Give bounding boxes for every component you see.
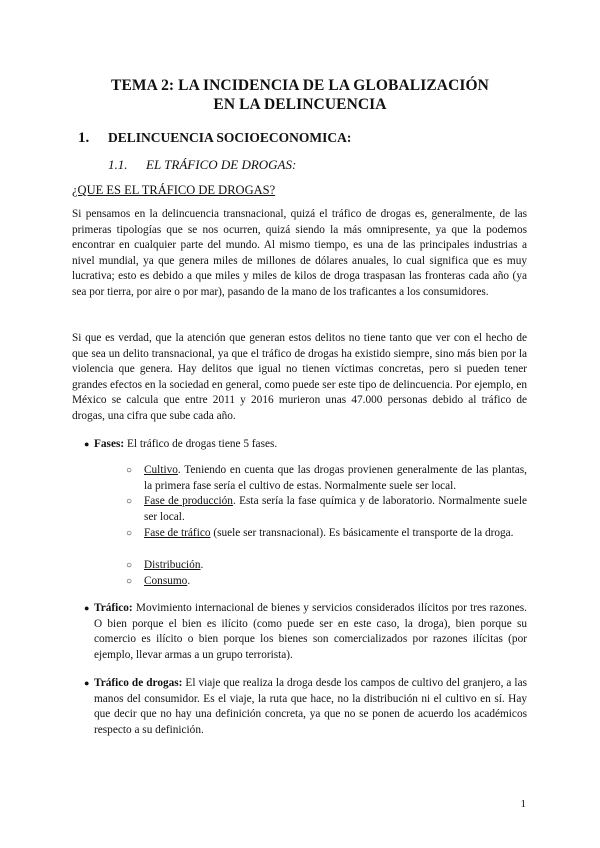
title-line-2: EN LA DELINCUENCIA <box>213 96 387 113</box>
sub-bullet-icon: ○ <box>126 560 133 571</box>
sub-item-text: . Teniendo en cuenta que las drogas provienen generalmente de las plantas, la primera fase sería el cultivo de estas. Normalmente suele ser local. <box>144 464 527 492</box>
sub-bullet-icon: ○ <box>126 576 133 587</box>
sub-item-name: Fase de tráfico <box>144 527 211 539</box>
section-number: 1. <box>78 130 90 146</box>
subsection-heading-1-1 <box>108 156 296 173</box>
document-title <box>70 76 530 114</box>
subsection-number: 1.1. <box>108 157 128 172</box>
sub-bullet-icon: ○ <box>126 465 133 476</box>
bullet-icon: ● <box>84 603 90 613</box>
sub-bullet-icon: ○ <box>126 496 133 507</box>
sub-item-text: . <box>187 575 191 587</box>
sub-item-name: Fase de producción <box>144 495 233 507</box>
bullet-text: Movimiento internacional de bienes y servicios considerados ilícitos por tres razones. O bien porque el bien es ilícito (como puede ser en este caso, la droga), bien porque su comercio es ilícito o bien porque los bienes son comercializados por razones ilícitas (por ejemplo, llevar armas a un grupo terrorista). <box>94 602 527 661</box>
section-heading-1 <box>78 129 351 147</box>
subsection-label: EL TRÁFICO DE DROGAS: <box>146 157 297 172</box>
sub-bullet-icon: ○ <box>126 528 133 539</box>
sub-item-text: . <box>200 559 204 571</box>
bullet-fases <box>84 437 527 453</box>
sub-item-name: Cultivo <box>144 464 178 476</box>
page-number: 1 <box>520 798 526 810</box>
sub-item-text: . Esta sería la fase química y de laboratorio. Normalmente suele ser local. <box>144 495 527 523</box>
bullet-trafico-de-drogas <box>84 676 527 738</box>
bullet-text: El viaje que realiza la droga desde los campos de cultivo del granjero, a las manos del consumidor. Es el viaje, la ruta que hace, no la distribución ni el cultivo en sí. Hay que decir que no hay una definición concreta, ya que no se ponen de acuerdo los académicos respecto a su definición. <box>94 677 527 736</box>
sub-item-name: Distribución <box>144 559 201 571</box>
bullet-icon: ● <box>84 439 90 449</box>
title-line-1: TEMA 2: LA INCIDENCIA DE LA GLOBALIZACIÓN <box>111 77 489 94</box>
sub-item-cultivo <box>126 463 527 494</box>
sub-item-text: (suele ser transnacional). Es básicamente el transporte de la droga. <box>210 527 514 539</box>
paragraph-2: Si que es verdad, que la atención que generan estos delitos no tiene tanto que ver con el hecho de que sea un delito transnacional, ya que el tráfico de drogas ha existido siempre, sino más bien por la violencia que genera. Hay delitos que igual no tienen víctimas concretas, pero si pueden tener grandes efectos en la sociedad en general, como puede ser este tipo de delincuencia. Por ejemplo, en México se calcula que entre 2011 y 2016 murieron unas 47.000 personas debido al tráfico de drogas, una cifra que sube cada año. <box>72 332 527 422</box>
question-heading: ¿QUE ES EL TRÁFICO DE DROGAS? <box>72 183 276 197</box>
bullet-text: El tráfico de drogas tiene 5 fases. <box>124 438 278 450</box>
sub-item-trafico <box>126 526 527 542</box>
bullet-label: Tráfico: <box>94 602 133 614</box>
bullet-label: Fases: <box>94 438 125 450</box>
paragraph-1: Si pensamos en la delincuencia transnacional, quizá el tráfico de drogas es, generalmente, de las primeras tipologías que se nos ocurren, quizá siendo la más omnipresente, ya que la podemos encontrar en cualquier parte del mundo. Al mismo tiempo, es una de las principales industrias a nivel mundial, ya que genera miles de millones de dólares anuales, lo cual significa que es muy lucrativa; esto es debido a que miles y miles de kilos de droga traspasan las fronteras cada año (ya sea por tierra, por aire o por mar), pasando de la mano de los traficantes a los consumidores. <box>72 208 527 298</box>
sub-item-name: Consumo <box>144 575 188 587</box>
bullet-label: Tráfico de drogas: <box>94 677 183 689</box>
sub-item-consumo <box>126 574 527 590</box>
sub-item-distribucion <box>126 558 527 574</box>
bullet-trafico <box>84 601 527 663</box>
sub-item-produccion <box>126 494 527 525</box>
bullet-icon: ● <box>84 678 90 688</box>
section-label: DELINCUENCIA SOCIOECONOMICA: <box>108 130 352 145</box>
